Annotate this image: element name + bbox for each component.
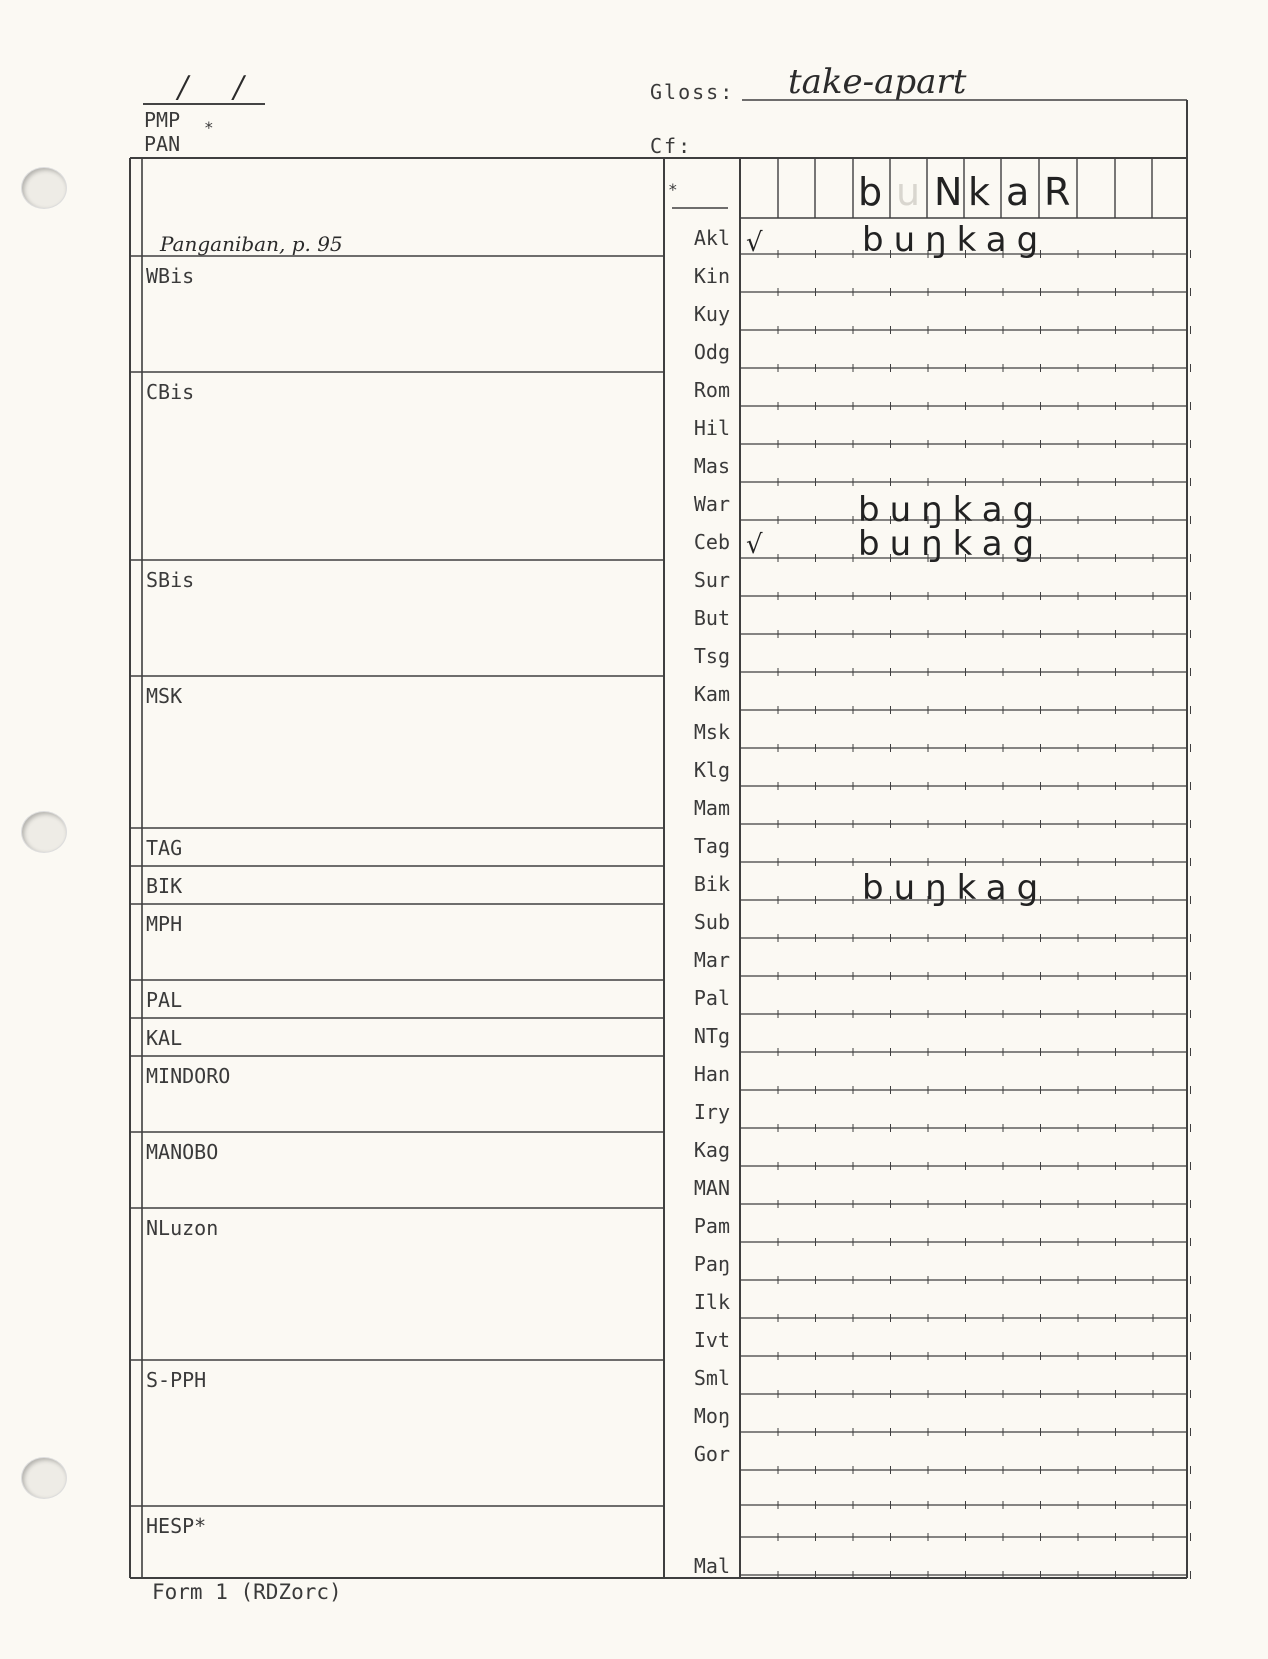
group-label-cbis: CBis: [146, 380, 195, 404]
lang-code-pam: Pam: [693, 1214, 730, 1238]
lang-code-sub: Sub: [693, 910, 730, 934]
lang-code-iry: Iry: [693, 1100, 730, 1124]
lang-code-akl: Akl: [693, 226, 730, 250]
ceb-check: √: [746, 530, 763, 560]
reconstruction-letter: b: [858, 170, 883, 214]
ceb-form: buŋkag: [858, 524, 1045, 564]
bik-form: buŋkag: [862, 868, 1049, 908]
lang-code-sur: Sur: [693, 568, 730, 592]
lang-code-gor: Gor: [693, 1442, 730, 1466]
date-field: / /: [178, 70, 262, 105]
lang-code-man: MAN: [693, 1176, 730, 1200]
star-label: *: [668, 180, 678, 199]
lang-code-war: War: [693, 492, 730, 516]
group-label-hesp-: HESP*: [146, 1514, 207, 1538]
group-label-msk: MSK: [146, 684, 183, 708]
lang-code-pal: Pal: [693, 986, 730, 1010]
pan-label: PAN: [144, 132, 181, 156]
lang-code-tag: Tag: [693, 834, 730, 858]
group-label-mph: MPH: [146, 912, 183, 936]
akl-check: √: [746, 228, 763, 258]
lang-code-kuy: Kuy: [693, 302, 730, 326]
lang-code-moŋ: Moŋ: [693, 1404, 730, 1428]
lang-code-paŋ: Paŋ: [693, 1252, 730, 1276]
cf-label: Cf:: [650, 134, 693, 158]
lang-code-hil: Hil: [693, 416, 730, 440]
lang-code-han: Han: [693, 1062, 730, 1086]
reconstruction-letter: N: [934, 170, 963, 214]
form-footer: Form 1 (RDZorc): [152, 1580, 342, 1604]
group-label-nluzon: NLuzon: [146, 1216, 219, 1240]
group-label-sbis: SBis: [146, 568, 195, 592]
reconstruction-letter: u: [896, 170, 921, 214]
lang-code-sml: Sml: [693, 1366, 730, 1390]
lang-code-rom: Rom: [693, 378, 730, 402]
group-label-tag: TAG: [146, 836, 183, 860]
lang-code-tsg: Tsg: [693, 644, 730, 668]
reconstruction-letter: R: [1044, 170, 1071, 214]
group-label-bik: BIK: [146, 874, 183, 898]
group-label-wbis: WBis: [146, 264, 195, 288]
lang-code-kag: Kag: [693, 1138, 730, 1162]
lang-code-mar: Mar: [693, 948, 730, 972]
lang-code-ntg: NTg: [693, 1024, 730, 1048]
reconstruction-letter: a: [1006, 170, 1030, 214]
gloss-value: take-apart: [788, 62, 967, 102]
group-label-pal: PAL: [146, 988, 183, 1012]
group-label-manobo: MANOBO: [146, 1140, 219, 1164]
group-label-kal: KAL: [146, 1026, 183, 1050]
lang-code-mal: Mal: [693, 1554, 730, 1578]
lang-code-ceb: Ceb: [693, 530, 730, 554]
group-label-s-pph: S-PPH: [146, 1368, 207, 1392]
lang-code-mas: Mas: [693, 454, 730, 478]
reconstruction-letter: k: [968, 170, 991, 214]
lang-code-ilk: Ilk: [693, 1290, 730, 1314]
lang-code-odg: Odg: [693, 340, 730, 364]
pmp-label: PMP: [144, 108, 181, 132]
lang-code-kin: Kin: [693, 264, 730, 288]
lang-code-mam: Mam: [693, 796, 730, 820]
lang-code-klg: Klg: [693, 758, 730, 782]
lang-code-kam: Kam: [693, 682, 730, 706]
gloss-label: Gloss:: [650, 80, 735, 104]
war-form: buŋkag: [858, 490, 1045, 530]
lang-code-msk: Msk: [693, 720, 730, 744]
lang-code-ivt: Ivt: [693, 1328, 730, 1352]
lang-code-but: But: [693, 606, 730, 630]
lang-code-bik: Bik: [693, 872, 730, 896]
group-label-mindoro: MINDORO: [146, 1064, 231, 1088]
akl-form: buŋkag: [862, 220, 1049, 260]
source-note: Panganiban, p. 95: [160, 232, 343, 256]
pmp-star: *: [204, 118, 214, 137]
